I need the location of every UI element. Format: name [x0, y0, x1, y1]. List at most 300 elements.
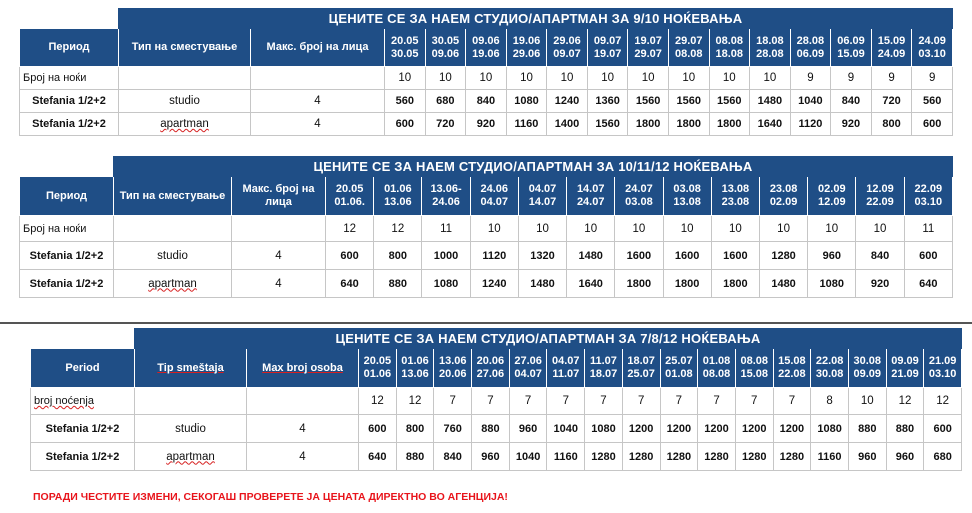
period-start: 04.07	[552, 355, 580, 367]
nights-value: 7	[434, 388, 472, 415]
period-date-range	[470, 177, 518, 216]
nights-value: 7	[622, 388, 660, 415]
period-header: Period	[31, 349, 135, 388]
period-start: 13.06	[438, 355, 467, 367]
period-start: 12.09	[866, 183, 894, 195]
price-cell: 1480	[750, 90, 791, 113]
period-end: 12.09	[818, 196, 846, 208]
price-cell: 1800	[711, 270, 759, 298]
nights-value: 9	[912, 67, 953, 90]
nights-value: 7	[773, 388, 811, 415]
nights-value: 10	[470, 216, 518, 242]
price-cell: 1600	[663, 242, 711, 270]
price-cell: 880	[374, 270, 422, 298]
period-end: 22.08	[778, 368, 806, 380]
period-end: 06.09	[796, 47, 825, 60]
price-cell: 800	[871, 113, 912, 136]
nights-value: 10	[663, 216, 711, 242]
empty-cell	[135, 388, 247, 415]
price-cell: 1400	[547, 113, 588, 136]
period-end: 09.07	[553, 47, 581, 60]
period-start: 03.08	[673, 183, 701, 195]
period-date-range	[660, 349, 698, 388]
price-cell: 1800	[663, 270, 711, 298]
period-start: 22.08	[815, 355, 844, 367]
period-date-range	[622, 349, 660, 388]
period-start: 29.07	[674, 34, 703, 47]
period-end: 08.08	[702, 368, 731, 380]
table-title: ЦЕНИТЕ СЕ ЗА НАЕМ СТУДИО/АПАРТМАН ЗА 10/11/12 НОЌЕВАЊА	[114, 157, 953, 177]
price-cell: 1560	[709, 90, 750, 113]
price-cell: 880	[472, 415, 510, 443]
period-end: 13.06	[401, 368, 429, 380]
period-date-range	[396, 349, 434, 388]
price-cell: 640	[904, 270, 952, 298]
period-end: 01.08	[665, 368, 693, 380]
price-cell: 1040	[790, 90, 831, 113]
period-date-range	[422, 177, 470, 216]
period-date-range	[567, 177, 615, 216]
empty-cell	[114, 216, 232, 242]
period-start: 25.07	[665, 355, 693, 367]
max-persons-header: Max broj osoba	[247, 349, 359, 388]
nights-value: 10	[506, 67, 547, 90]
price-cell: 720	[871, 90, 912, 113]
period-start: 19.06	[512, 34, 541, 47]
type-header: Тип на сместување	[114, 177, 232, 216]
period-header: Период	[20, 29, 119, 67]
period-end: 25.07	[627, 368, 655, 380]
period-start: 20.06	[476, 355, 505, 367]
period-end: 22.09	[866, 196, 894, 208]
period-end: 28.08	[756, 47, 784, 60]
accommodation-type	[119, 113, 251, 136]
period-date-range	[547, 349, 585, 388]
nights-value: 10	[385, 67, 426, 90]
period-end: 24.09	[877, 47, 906, 60]
period-date-range	[856, 177, 904, 216]
accommodation-name: Stefania 1/2+2	[20, 113, 119, 136]
accommodation-type: studio	[135, 415, 247, 443]
period-date-range	[385, 29, 426, 67]
section-divider	[0, 322, 972, 324]
period-date-range	[886, 349, 924, 388]
nights-value: 11	[904, 216, 952, 242]
price-cell: 600	[385, 113, 426, 136]
nights-value: 12	[396, 388, 434, 415]
period-end: 04.07	[480, 196, 509, 208]
price-cell: 1280	[773, 443, 811, 471]
price-cell: 1200	[660, 415, 698, 443]
period-date-range	[711, 177, 759, 216]
period-start: 22.09	[914, 183, 943, 195]
nights-value: 12	[326, 216, 374, 242]
price-cell: 920	[831, 113, 872, 136]
price-cell: 840	[466, 90, 507, 113]
table-row	[31, 415, 962, 443]
period-date-range	[663, 177, 711, 216]
period-date-range	[425, 29, 466, 67]
price-cell: 800	[396, 415, 434, 443]
nights-value: 10	[759, 216, 807, 242]
period-date-range	[518, 177, 566, 216]
period-start: 15.08	[778, 355, 806, 367]
accommodation-type: studio	[119, 90, 251, 113]
price-cell: 920	[466, 113, 507, 136]
price-cell: 1280	[660, 443, 698, 471]
price-cell: 600	[912, 113, 953, 136]
price-cell: 1040	[547, 415, 585, 443]
period-start: 19.07	[634, 34, 662, 47]
nights-value: 7	[547, 388, 585, 415]
nights-label: broj noćenja	[31, 388, 135, 415]
nights-value: 10	[587, 67, 628, 90]
price-cell: 960	[808, 242, 856, 270]
period-start: 14.07	[576, 183, 605, 195]
price-cell: 1200	[622, 415, 660, 443]
max-persons-value: 4	[232, 242, 326, 270]
period-date-range	[359, 349, 397, 388]
period-start: 09.09	[891, 355, 919, 367]
period-end: 15.08	[740, 368, 768, 380]
period-date-range	[326, 177, 374, 216]
period-start: 08.08	[715, 34, 744, 47]
price-cell: 1000	[422, 242, 470, 270]
period-date-range	[904, 177, 952, 216]
period-date-range	[668, 29, 709, 67]
period-start: 09.06	[472, 34, 500, 47]
period-date-range	[709, 29, 750, 67]
price-cell: 1640	[567, 270, 615, 298]
warning-note: ПОРАДИ ЧЕСТИТЕ ИЗМЕНИ, СЕКОГАШ ПРОВЕРЕТЕ ЈА ЦЕНАТА ДИРЕКТНО ВО АГЕНЦИЈА!	[33, 491, 508, 503]
price-cell: 960	[472, 443, 510, 471]
table-title: ЦЕНИТЕ СЕ ЗА НАЕМ СТУДИО/АПАРТМАН ЗА 7/8/12 НОЌЕВАЊА	[135, 329, 962, 349]
period-end: 30.05	[391, 47, 419, 60]
price-cell: 1280	[735, 443, 773, 471]
price-cell: 1200	[698, 415, 736, 443]
period-end: 13.06	[384, 196, 412, 208]
period-start: 28.08	[796, 34, 825, 47]
price-cell: 1200	[735, 415, 773, 443]
nights-value: 9	[790, 67, 831, 90]
price-cell: 1160	[547, 443, 585, 471]
nights-value: 10	[615, 216, 663, 242]
price-cell: 1240	[470, 270, 518, 298]
nights-value: 10	[466, 67, 507, 90]
period-date-range	[750, 29, 791, 67]
period-date-range	[587, 29, 628, 67]
max-persons-header: Макс. број на лица	[232, 177, 326, 216]
price-cell: 1120	[790, 113, 831, 136]
price-cell: 1560	[587, 113, 628, 136]
period-date-range	[912, 29, 953, 67]
price-cell: 960	[509, 415, 547, 443]
price-cell: 1560	[628, 90, 669, 113]
period-start: 21.09	[928, 355, 957, 367]
empty-cell	[251, 67, 385, 90]
price-cell: 1600	[615, 242, 663, 270]
price-cell: 840	[856, 242, 904, 270]
price-cell: 1160	[506, 113, 547, 136]
period-date-range	[831, 29, 872, 67]
nights-value: 10	[848, 388, 886, 415]
accommodation-name: Stefania 1/2+2	[31, 415, 135, 443]
price-cell: 1200	[773, 415, 811, 443]
period-date-range	[509, 349, 547, 388]
period-end: 03.10	[914, 196, 943, 208]
period-date-range	[811, 349, 849, 388]
price-cell: 1040	[509, 443, 547, 471]
period-date-range	[374, 177, 422, 216]
price-cell: 1280	[759, 242, 807, 270]
price-cell: 560	[385, 90, 426, 113]
nights-value: 12	[924, 388, 962, 415]
nights-value: 12	[359, 388, 397, 415]
period-end: 09.09	[853, 368, 882, 380]
period-end: 02.09	[769, 196, 798, 208]
type-header: Тип на сместување	[119, 29, 251, 67]
nights-value: 10	[856, 216, 904, 242]
price-table-9-10-nights	[19, 8, 953, 136]
price-cell: 600	[924, 415, 962, 443]
period-date-range	[434, 349, 472, 388]
period-start: 15.09	[877, 34, 906, 47]
accommodation-type	[135, 443, 247, 471]
table-row	[31, 443, 962, 471]
period-start: 09.07	[593, 34, 622, 47]
period-date-range	[773, 349, 811, 388]
price-cell: 640	[326, 270, 374, 298]
nights-value: 10	[518, 216, 566, 242]
nights-value: 10	[750, 67, 791, 90]
period-end: 18.08	[715, 47, 744, 60]
period-end: 24.07	[576, 196, 605, 208]
period-date-range	[790, 29, 831, 67]
period-date-range	[466, 29, 507, 67]
period-date-range	[735, 349, 773, 388]
max-persons-value: 4	[251, 113, 385, 136]
period-start: 01.06	[401, 355, 429, 367]
price-cell: 1360	[587, 90, 628, 113]
price-table-10-11-12-nights	[19, 156, 953, 298]
nights-value: 7	[660, 388, 698, 415]
period-end: 01.06.	[334, 196, 365, 208]
price-cell: 1160	[811, 443, 849, 471]
price-cell: 560	[912, 90, 953, 113]
type-header: Tip smeštaja	[135, 349, 247, 388]
period-date-range	[698, 349, 736, 388]
price-cell: 1080	[808, 270, 856, 298]
max-persons-header: Макс. број на лица	[251, 29, 385, 67]
price-cell: 1480	[567, 242, 615, 270]
period-end: 23.08	[721, 196, 750, 208]
price-cell: 1800	[709, 113, 750, 136]
accommodation-type-text: apartman	[160, 118, 209, 130]
price-cell: 720	[425, 113, 466, 136]
price-table-7-8-12-nights	[30, 328, 962, 471]
period-start: 23.08	[769, 183, 798, 195]
nights-label: Број на ноќи	[20, 67, 119, 90]
period-end: 18.07	[589, 368, 618, 380]
period-start: 27.06	[514, 355, 542, 367]
period-start: 01.06	[384, 183, 412, 195]
period-date-range	[628, 29, 669, 67]
price-cell: 1800	[615, 270, 663, 298]
period-end: 01.06	[363, 368, 392, 380]
period-end: 04.07	[514, 368, 542, 380]
empty-cell	[232, 216, 326, 242]
price-cell: 880	[396, 443, 434, 471]
price-cell: 920	[856, 270, 904, 298]
price-cell: 600	[359, 415, 397, 443]
period-end: 19.07	[593, 47, 622, 60]
period-start: 18.07	[627, 355, 655, 367]
nights-value: 11	[422, 216, 470, 242]
period-start: 29.06	[553, 34, 581, 47]
nights-value: 7	[472, 388, 510, 415]
price-cell: 1080	[585, 415, 623, 443]
period-start: 20.05	[335, 183, 364, 195]
price-cell: 1280	[622, 443, 660, 471]
period-start: 20.05	[391, 34, 419, 47]
period-end: 24.06	[432, 196, 460, 208]
period-start: 18.08	[756, 34, 784, 47]
price-cell: 640	[359, 443, 397, 471]
price-cell: 600	[326, 242, 374, 270]
period-start: 13.08	[721, 183, 750, 195]
price-cell: 760	[434, 415, 472, 443]
period-date-range	[871, 29, 912, 67]
price-cell: 840	[831, 90, 872, 113]
price-cell: 1800	[628, 113, 669, 136]
period-date-range	[759, 177, 807, 216]
period-start: 02.09	[818, 183, 846, 195]
period-date-range	[472, 349, 510, 388]
period-end: 29.06	[512, 47, 541, 60]
period-header: Период	[20, 177, 114, 216]
price-cell: 1800	[668, 113, 709, 136]
price-cell: 840	[434, 443, 472, 471]
nights-value: 9	[831, 67, 872, 90]
period-start: 11.07	[590, 355, 617, 367]
period-end: 14.07	[528, 196, 557, 208]
price-cell: 1080	[422, 270, 470, 298]
price-cell: 1080	[506, 90, 547, 113]
nights-value: 10	[711, 216, 759, 242]
period-start: 24.07	[625, 183, 653, 195]
table-title: ЦЕНИТЕ СЕ ЗА НАЕМ СТУДИО/АПАРТМАН ЗА 9/10 НОЌЕВАЊА	[119, 9, 953, 29]
nights-label: Број на ноќи	[20, 216, 114, 242]
period-end: 15.09	[837, 47, 865, 60]
nights-value: 7	[585, 388, 623, 415]
nights-value: 10	[808, 216, 856, 242]
period-end: 11.07	[552, 368, 580, 380]
max-persons-value: 4	[251, 90, 385, 113]
nights-value: 10	[709, 67, 750, 90]
period-start: 30.05	[431, 34, 460, 47]
accommodation-type	[114, 270, 232, 298]
period-end: 21.09	[891, 368, 919, 380]
max-persons-value: 4	[247, 443, 359, 471]
price-cell: 960	[886, 443, 924, 471]
accommodation-name: Stefania 1/2+2	[20, 270, 114, 298]
period-date-range	[615, 177, 663, 216]
nights-value: 12	[374, 216, 422, 242]
price-cell: 1280	[698, 443, 736, 471]
price-cell: 1600	[711, 242, 759, 270]
price-cell: 1240	[547, 90, 588, 113]
period-start: 04.07	[528, 183, 557, 195]
nights-value: 10	[668, 67, 709, 90]
table-row	[20, 90, 953, 113]
period-start: 30.08	[853, 355, 882, 367]
table-row	[20, 270, 953, 298]
nights-value: 10	[567, 216, 615, 242]
price-cell: 1640	[750, 113, 791, 136]
nights-value: 10	[628, 67, 669, 90]
price-cell: 880	[886, 415, 924, 443]
period-end: 27.06	[476, 368, 505, 380]
max-persons-value: 4	[247, 415, 359, 443]
empty-cell	[247, 388, 359, 415]
price-cell: 800	[374, 242, 422, 270]
accommodation-name: Stefania 1/2+2	[20, 90, 119, 113]
max-persons-value: 4	[232, 270, 326, 298]
price-cell: 1080	[811, 415, 849, 443]
period-end: 29.07	[634, 47, 662, 60]
empty-cell	[119, 67, 251, 90]
nights-value: 7	[735, 388, 773, 415]
period-date-range	[585, 349, 623, 388]
price-cell: 1280	[585, 443, 623, 471]
period-date-range	[848, 349, 886, 388]
period-end: 09.06	[431, 47, 460, 60]
period-end: 13.08	[673, 196, 701, 208]
table-row	[20, 242, 953, 270]
period-end: 03.10	[918, 47, 946, 60]
period-date-range	[547, 29, 588, 67]
price-cell: 1320	[518, 242, 566, 270]
price-cell: 1120	[470, 242, 518, 270]
price-cell: 1480	[759, 270, 807, 298]
period-start: 08.08	[740, 355, 768, 367]
accommodation-type-text: apartman	[148, 277, 197, 290]
accommodation-name: Stefania 1/2+2	[20, 242, 114, 270]
price-cell: 960	[848, 443, 886, 471]
period-end: 20.06	[438, 368, 467, 380]
price-cell: 1480	[518, 270, 566, 298]
nights-value: 9	[871, 67, 912, 90]
nights-value: 7	[698, 388, 736, 415]
period-start: 01.08	[702, 355, 731, 367]
price-cell: 680	[425, 90, 466, 113]
period-end: 19.06	[472, 47, 500, 60]
price-cell: 880	[848, 415, 886, 443]
period-start: 13.06-	[430, 183, 462, 195]
nights-value: 10	[425, 67, 466, 90]
period-start: 06.09	[837, 34, 865, 47]
price-cell: 1560	[668, 90, 709, 113]
nights-value: 7	[509, 388, 547, 415]
period-date-range	[808, 177, 856, 216]
period-date-range	[506, 29, 547, 67]
period-start: 20.05	[363, 355, 392, 367]
period-end: 03.08	[625, 196, 653, 208]
period-start: 24.06	[480, 183, 509, 195]
period-date-range	[924, 349, 962, 388]
price-cell: 680	[924, 443, 962, 471]
accommodation-type-text: apartman	[166, 450, 215, 463]
